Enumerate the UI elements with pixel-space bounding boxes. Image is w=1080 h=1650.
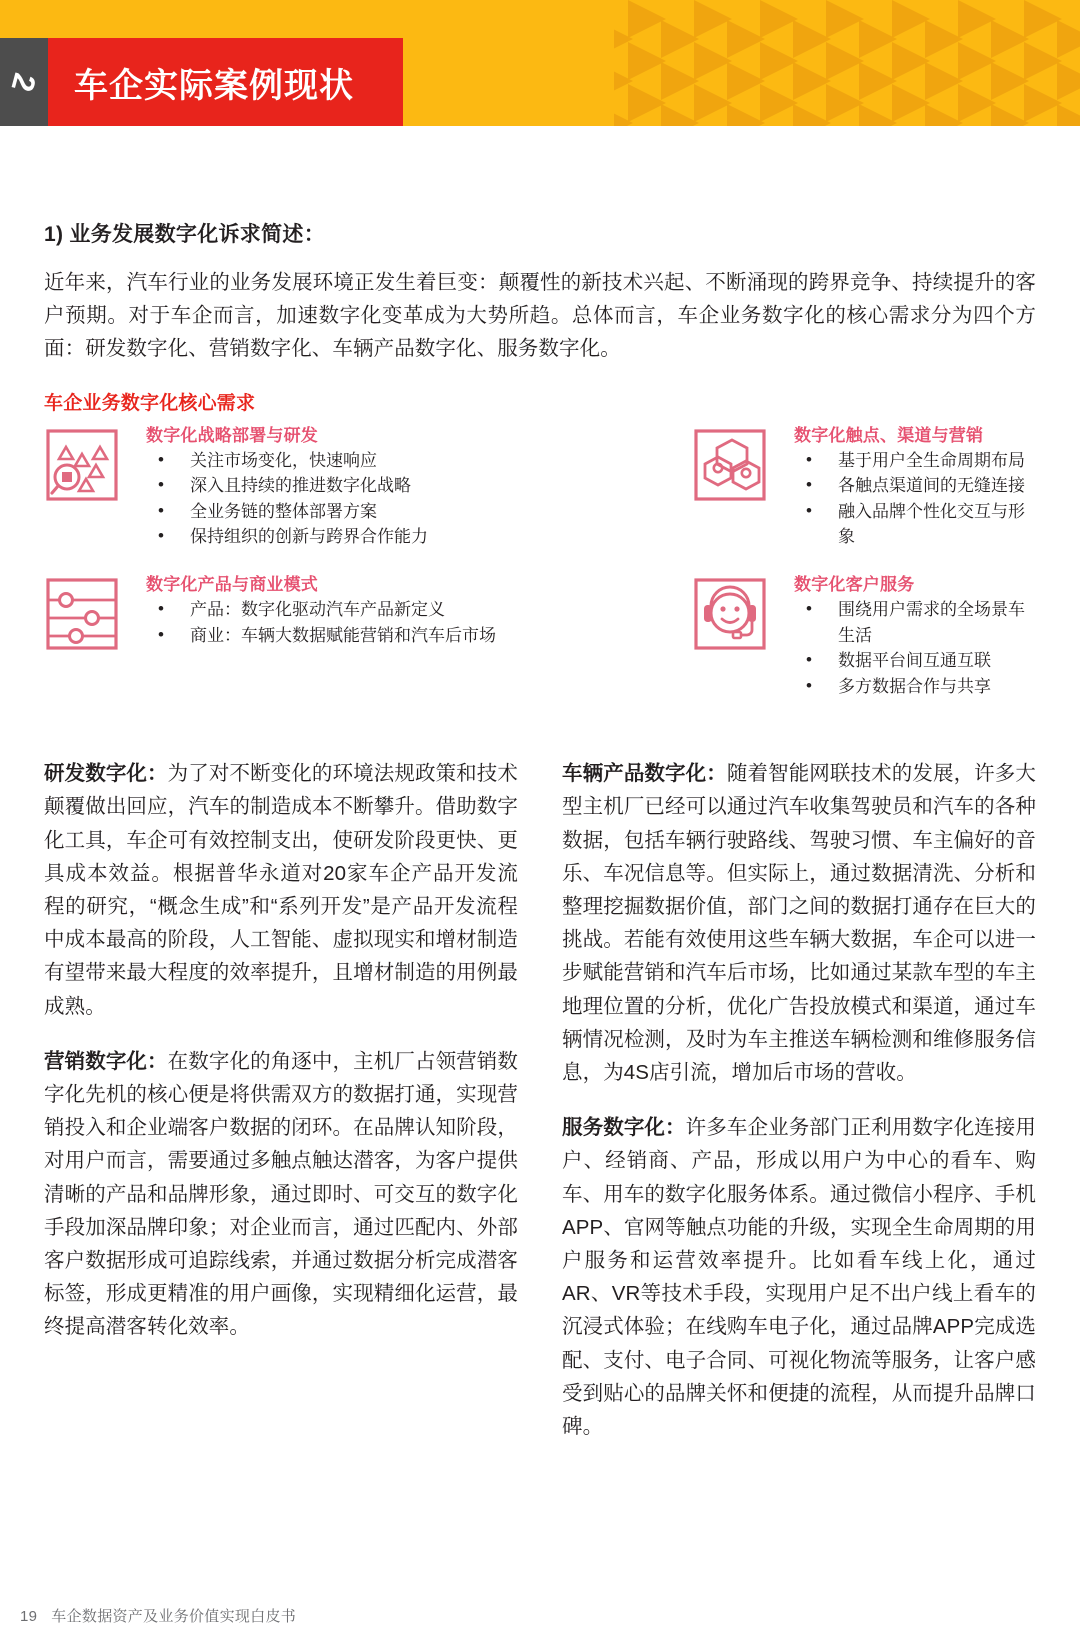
list-item: • 融入品牌个性化交互与形象 xyxy=(794,499,1036,550)
paragraph-service-digitalization xyxy=(562,1111,1036,1443)
list-item: • 多方数据合作与共享 xyxy=(794,674,1036,700)
body-two-column-layout xyxy=(44,757,1036,1443)
intro-paragraph: 近年来，汽车行业的业务发展环境正发生着巨变：颠覆性的新技术兴起、不断涌现的跨界竞争、持续提升的客户预期。对于车企而言，加速数字化变革成为大势所趋。总体而言，车企业务数字化的核心需求分为四个方面：研发数字化、营销数字化、车辆产品数字化、服务数字化。 xyxy=(44,271,1036,361)
chapter-title: 车企实际案例现状 xyxy=(74,65,354,106)
core-need-heading: 数字化触点、渠道与营销 xyxy=(794,425,984,445)
left-column xyxy=(44,757,518,1443)
core-need-text xyxy=(146,423,428,550)
list-item: • 保持组织的创新与跨界合作能力 xyxy=(146,524,428,550)
core-need-bullets xyxy=(794,448,1036,550)
page-header-band xyxy=(0,0,1080,126)
core-need-text xyxy=(794,423,1036,550)
paragraph-lead: 研发数字化： xyxy=(44,762,168,786)
list-item: • 数据平台间互通互联 xyxy=(794,648,1036,674)
honeycomb-hexagon-icon xyxy=(692,427,768,503)
core-needs-grid xyxy=(44,423,1036,700)
chapter-number: 2 xyxy=(4,69,44,95)
list-item: • 商业：车辆大数据赋能营销和汽车后市场 xyxy=(146,623,496,649)
chapter-number-badge xyxy=(0,38,48,126)
core-need-text xyxy=(146,572,496,648)
chapter-title-banner xyxy=(48,38,403,126)
core-need-item xyxy=(44,423,614,550)
core-need-bullets xyxy=(794,597,1036,699)
paragraph-body: 在数字化的角逐中，主机厂占领营销数字化先机的核心便是将供需双方的数据打通，实现营销投入和企业端客户数据的闭环。在品牌认知阶段，对用户而言，需要通过多触点触达潜客，为客户提供清晰的产品和品牌形象，通过即时、可交互的数字化手段加深品牌印象；对企业而言，通过匹配内、外部客户数据形成可追踪线索，并通过数据分析完成潜客标签，形成更精准的用户画像，实现精细化运营，最终提高潜客转化效率。 xyxy=(44,1049,518,1339)
paragraph-lead: 服务数字化： xyxy=(562,1116,686,1140)
list-item: • 关注市场变化，快速响应 xyxy=(146,448,428,474)
list-item: • 基于用户全生命周期布局 xyxy=(794,448,1036,474)
paragraph-lead: 车辆产品数字化： xyxy=(562,762,727,786)
core-need-bullets xyxy=(146,597,496,648)
sliders-settings-icon xyxy=(44,576,120,652)
page-number: 19 xyxy=(20,1608,38,1625)
page-footer xyxy=(0,1605,1080,1626)
magnifier-triangles-icon xyxy=(44,427,120,503)
paragraph-body: 随着智能网联技术的发展，许多大型主机厂已经可以通过汽车收集驾驶员和汽车的各种数据，包括车辆行驶路线、驾驶习惯、车主偏好的音乐、车况信息等。但实际上，通过数据清洗、分析和整理挖掘数据价值，部门之间的数据打通存在巨大的挑战。若能有效使用这些车辆大数据，车企可以进一步赋能营销和汽车后市场，比如通过某款车型的车主地理位置的分析，优化广告投放模式和渠道，通过车辆情况检测，及时为车主推送车辆检测和维修服务信息，为4S店引流，增加后市场的营收。 xyxy=(562,762,1036,1084)
core-need-bullets xyxy=(146,448,428,550)
core-need-item xyxy=(614,572,1036,699)
core-need-heading: 数字化产品与商业模式 xyxy=(146,574,318,594)
list-item: • 围绕用户需求的全场景车生活 xyxy=(794,597,1036,648)
headset-support-icon xyxy=(692,576,768,652)
list-item: • 深入且持续的推进数字化战略 xyxy=(146,473,428,499)
triangle-pattern-decoration xyxy=(614,0,1080,126)
paragraph-rd-digitalization xyxy=(44,757,518,1023)
paragraph-lead: 营销数字化： xyxy=(44,1049,168,1073)
core-need-heading: 数字化客户服务 xyxy=(794,574,915,594)
paragraph-vehicle-product-digitalization xyxy=(562,757,1036,1089)
paragraph-body: 为了对不断变化的环境法规政策和技术颠覆做出回应，汽车的制造成本不断攀升。借助数字化工具，车企可有效控制支出，使研发阶段更快、更具成本效益。根据普华永道对20家车企产品开发流程的研究，“概念生成”和“系列开发”是产品开发流程中成本最高的阶段，人工智能、虚拟现实和增材制造有望带来最大程度的效率提升，且增材制造的用例最成熟。 xyxy=(44,762,518,1018)
right-column xyxy=(562,757,1036,1443)
list-item: • 产品：数字化驱动汽车产品新定义 xyxy=(146,597,496,623)
list-item: • 全业务链的整体部署方案 xyxy=(146,499,428,525)
core-needs-title: 车企业务数字化核心需求 xyxy=(44,392,256,414)
section-heading: 1) 业务发展数字化诉求简述： xyxy=(44,223,326,246)
core-need-item xyxy=(614,423,1036,550)
core-need-text xyxy=(794,572,1036,699)
paragraph-marketing-digitalization xyxy=(44,1045,518,1344)
document-title: 车企数据资产及业务价值实现白皮书 xyxy=(51,1608,297,1625)
list-item: • 各触点渠道间的无缝连接 xyxy=(794,473,1036,499)
paragraph-body: 许多车企业务部门正利用数字化连接用户、经销商、产品，形成以用户为中心的看车、购车、用车的数字化服务体系。通过微信小程序、手机APP、官网等触点功能的升级，实现全生命周期的用户服务和运营效率提升。比如看车线上化，通过AR、VR等技术手段，实现用户足不出户线上看车的沉浸式体验；在线购车电子化，通过品牌APP完成选配、支付、电子合同、可视化物流等服务，让客户感受到贴心的品牌关怀和便捷的流程，从而提升品牌口碑。 xyxy=(562,1116,1036,1438)
page-content xyxy=(0,218,1080,1443)
core-need-item xyxy=(44,572,614,699)
core-need-heading: 数字化战略部署与研发 xyxy=(146,425,318,445)
